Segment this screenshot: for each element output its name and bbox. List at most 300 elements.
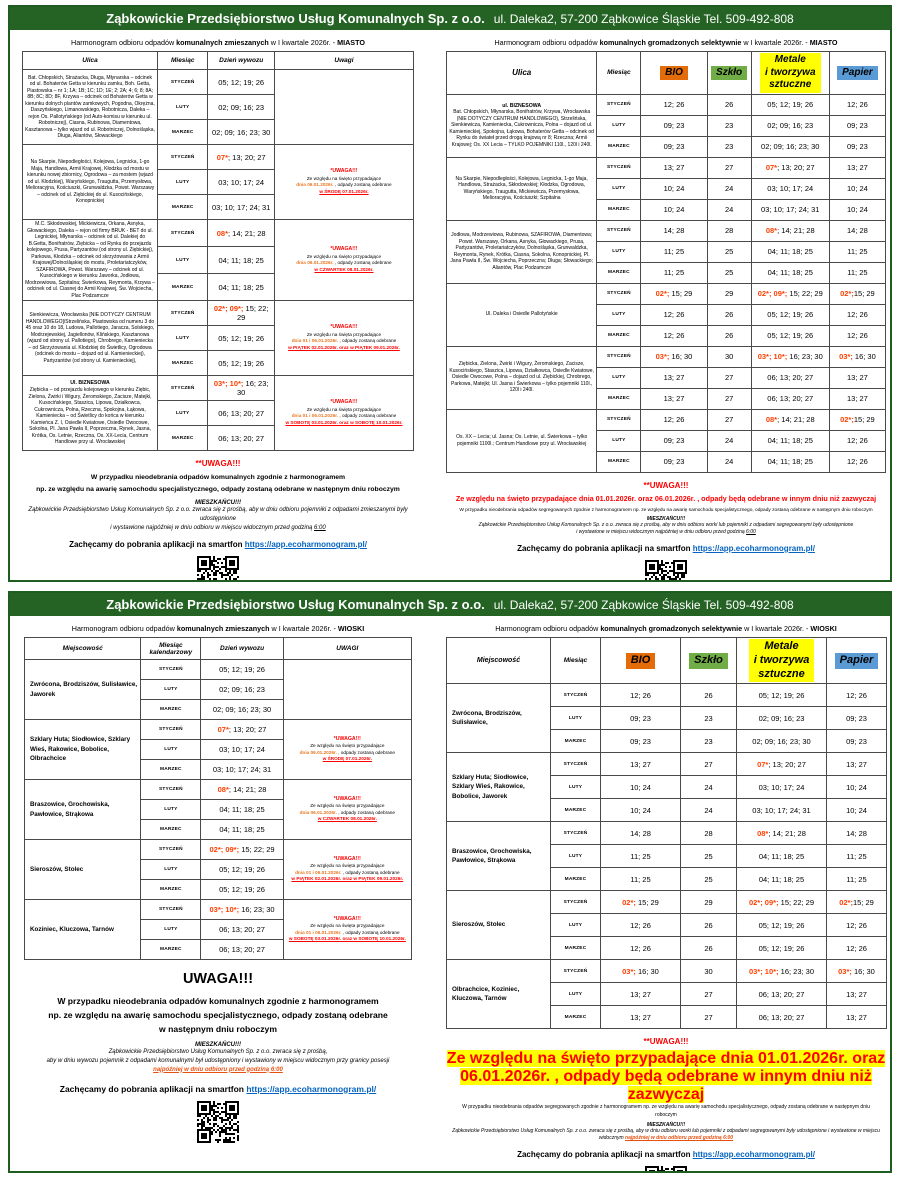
note-reason: Ze względu na święto przypadające xyxy=(310,803,385,809)
moved-pickup-day: 02*; xyxy=(839,897,853,907)
moved-pickup-day: 03*; xyxy=(838,966,852,976)
szklo-days-cell: 26 xyxy=(707,304,751,325)
metale-label: Metale i tworzywa sztuczne xyxy=(749,639,815,682)
footer-line xyxy=(22,540,414,549)
pickup-days-cell: 03; 10; 17; 24 xyxy=(208,170,275,195)
footer-text: W przypadku nieodebrania odpadów komunalnych zgodnie z harmonogramem xyxy=(57,996,379,1006)
month-cell: STYCZEŃ xyxy=(141,840,201,860)
pickup-days-cell: 02; 09; 16; 23; 30 xyxy=(201,700,283,720)
metale-days-cell: 02; 09; 16; 23 xyxy=(737,707,827,730)
moved-pickup-day: 08* xyxy=(217,785,229,794)
pickup-days-cell: 06; 13; 20; 27 xyxy=(201,940,283,960)
month-cell: LUTY xyxy=(158,95,208,120)
qr-code xyxy=(446,560,886,582)
metale-days-cell: 04; 11; 18; 25 xyxy=(751,430,829,451)
footer-line xyxy=(446,1037,886,1046)
month-cell: MARZEC xyxy=(597,199,641,220)
szklo-days-cell: 23 xyxy=(707,136,751,157)
metale-days-cell: 05; 12; 19; 26 xyxy=(751,94,829,115)
bio-days-cell: 10; 24 xyxy=(641,199,707,220)
pickup-days-cell: 02; 09; 16; 23 xyxy=(208,95,275,120)
footer-text: Ze względu na święto przypadające dnia 01.01.2026r. oraz 06.01.2026r. , odpady będą odebrane w innym dniu niż zazwyczaj xyxy=(455,493,877,503)
szklo-days-cell: 26 xyxy=(681,937,737,960)
szklo-days-cell: 27 xyxy=(681,983,737,1006)
papier-days-cell: 13; 27 xyxy=(829,157,885,178)
metale-days-cell: 08*; 14; 21; 28 xyxy=(751,409,829,430)
ecoharmonogram-link[interactable]: https://app.ecoharmonogram.pl/ xyxy=(244,540,367,550)
papier-days-cell: 03*; 16; 30 xyxy=(829,346,885,367)
metale-days-cell: 05; 12; 19; 26 xyxy=(751,325,829,346)
bio-days-cell: 14; 28 xyxy=(641,220,707,241)
bio-days-cell: 11; 25 xyxy=(641,262,707,283)
bio-days-cell: 09; 23 xyxy=(641,136,707,157)
note-title: *UWAGA!!! xyxy=(333,795,361,802)
schedule-table-container xyxy=(24,637,412,960)
metale-days-cell: 02; 09; 16; 23; 30 xyxy=(737,730,827,753)
bio-days-cell: 11; 25 xyxy=(601,845,681,868)
note-replacement-day: w ŚRODĘ 07.01.2026r. xyxy=(319,188,369,194)
schedule-row xyxy=(23,145,414,170)
pickup-days-cell: 02; 09; 16; 23; 30 xyxy=(208,120,275,145)
bio-days-cell: 02*; 15; 29 xyxy=(601,891,681,914)
bio-days-cell: 09; 23 xyxy=(601,730,681,753)
locality-cell: Braszowice, Grochowiska, Pawłowice, Strąkowa xyxy=(447,822,551,891)
bio-days-cell: 03*; 16; 30 xyxy=(641,346,707,367)
szklo-days-cell: 27 xyxy=(681,1006,737,1029)
column-header: Miejscowość xyxy=(25,638,141,660)
note-detail: dnia 06.01.2026r. , odpady zostaną odebrane xyxy=(296,260,392,266)
moved-pickup-day: 03*; 10*; xyxy=(213,379,244,388)
bio-days-cell: 13; 27 xyxy=(641,367,707,388)
moved-pickup-day: 02*; 09*; xyxy=(757,289,788,298)
street-cell: Ul. Daleka i Osiedle Pallotyńskie xyxy=(447,283,597,346)
locality-cell: Braszowice, Grochowiska, Pawłowice, Strąkowa xyxy=(25,780,141,840)
szklo-days-cell: 24 xyxy=(707,199,751,220)
footer-text: W przypadku nieodebrania odpadów segregowanych zgodnie z harmonogramem np. ze względu na awarię samochodu specjalistycznego, odpady zostaną odebrane w następnym dniu roboczym xyxy=(462,1104,870,1118)
column-header: Miesiąc xyxy=(158,52,208,70)
street-cell: Os. XX – Lecia; ul. Jasna; Os. Letnie, ul. Świerkowa – tylko pojemniki 1100l.; Centrum Handlowe przy ul. Wrocławskiej xyxy=(447,409,597,472)
pickup-days-cell: 03; 10; 17; 24; 31 xyxy=(208,195,275,220)
footer-text: MIESZKAŃCU!!! xyxy=(646,1121,686,1128)
month-cell: STYCZEŃ xyxy=(141,900,201,920)
month-cell: LUTY xyxy=(551,776,601,799)
szklo-days-cell: 25 xyxy=(681,845,737,868)
month-cell: LUTY xyxy=(597,367,641,388)
month-cell: LUTY xyxy=(597,115,641,136)
schedule-row xyxy=(23,376,414,401)
ecoharmonogram-link[interactable]: https://app.ecoharmonogram.pl/ xyxy=(692,1149,815,1159)
holiday-note-cell xyxy=(274,301,413,376)
month-cell: LUTY xyxy=(141,920,201,940)
bio-days-cell: 02*; 15; 29 xyxy=(641,283,707,304)
note-reason: Ze względu na święto przypadające xyxy=(306,253,382,259)
metale-days-cell: 05; 12; 19; 26 xyxy=(737,937,827,960)
footer-text: MIESZKAŃCU!!! xyxy=(195,500,241,507)
street-cell: M.C. Skłodowskiej, Mickiewicza, Orkana, Asnyka, Głowackiego, Daleka – rejon od firmy BRUK - BET do ul. Legnickiej, Młynarska – odcinek od ul. Dalekiej do B.Getta, Bonifratrów, Ziębicka – od Rynku do przejazdu kolejowego, Prusa, Partyzantów (od strony ul. Ziębickiej), Parkowa, Kłodzka – odcinek od skrzyżowania z Armii Krajowej/Dolnośląskiej do mostu, Proletariatczyków, SZAFIROWA, Powst. Warszawy – odcinek od ul. Kusocińskiego w kierunku Jaworka, Jodłowa, Modrzewiowa, Szpitalna; Świerkowa, Reymonta, Krzywa – odcinek od ul. Ciasnej do Armii Krajowej, Św. Wojciecha, Plac Podzamcze xyxy=(23,220,158,301)
month-cell: LUTY xyxy=(141,680,201,700)
month-cell: MARZEC xyxy=(597,136,641,157)
footer-text: MIESZKAŃCU!!! xyxy=(195,1041,241,1048)
papier-days-cell: 11; 25 xyxy=(827,845,887,868)
note-reason: Ze względu na święta przypadające xyxy=(310,923,385,929)
header-row xyxy=(447,52,886,95)
month-cell: LUTY xyxy=(141,860,201,880)
pickup-days-cell: 03; 10; 17; 24; 31 xyxy=(201,760,283,780)
footer-text: np. ze względu na awarię samochodu specjalistycznego, odpady zostaną odebrane xyxy=(48,1010,388,1021)
footer-text: najpóźniej w dniu odbioru przed godziną 6:00 xyxy=(625,1135,734,1142)
month-cell: LUTY xyxy=(597,430,641,451)
bio-days-cell: 12; 26 xyxy=(641,325,707,346)
schedule-table xyxy=(446,51,886,473)
metale-days-cell: 06; 13; 20; 27 xyxy=(751,367,829,388)
month-cell: LUTY xyxy=(597,178,641,199)
pickup-days-cell: 03*; 10*; 16; 23; 30 xyxy=(201,900,283,920)
note-holiday-date: dnia 06.01.2026r. xyxy=(299,809,337,815)
note-detail: dnia 01 i 06.01.2026r. , odpady zostaną odebrane xyxy=(291,338,397,344)
papier-label: Papier xyxy=(835,653,879,669)
metale-days-cell: 04; 11; 18; 25 xyxy=(751,262,829,283)
page-miasto xyxy=(8,5,892,582)
column-header: Ulica xyxy=(23,52,158,70)
szklo-days-cell: 24 xyxy=(681,799,737,822)
footer-text: W przypadku nieodebrania odpadów komunalnych zgodnie z harmonogramem xyxy=(90,474,346,481)
qr-code-image xyxy=(645,1166,687,1173)
footer-text: Ze względu na święto przypadające dnia 01.01.2026r. oraz 06.01.2026r. , odpady będą odebrane w innym dniu niż zazwyczaj xyxy=(446,1050,886,1104)
bio-days-cell: 12; 26 xyxy=(601,914,681,937)
moved-pickup-day: 03*; xyxy=(839,352,853,361)
metale-days-cell: 05; 12; 19; 26 xyxy=(737,914,827,937)
footer-text: i wystawione najpóźniej w dniu odbioru w miejscu widocznym przed godziną xyxy=(110,525,315,532)
month-cell: LUTY xyxy=(141,740,201,760)
table-title xyxy=(446,624,886,633)
note-holiday-date: dnia 01 i 06.01.2026r. xyxy=(295,869,342,875)
note-detail: dnia 06.01.2026r. , odpady zostaną odebrane xyxy=(296,182,392,188)
bio-days-cell: 12; 26 xyxy=(641,409,707,430)
section-mixed-miasto xyxy=(22,32,414,582)
month-cell: LUTY xyxy=(158,326,208,351)
pickup-days-cell: 02; 09; 16; 23 xyxy=(201,680,283,700)
month-cell: MARZEC xyxy=(551,868,601,891)
szklo-days-cell: 26 xyxy=(707,325,751,346)
pickup-days-cell: 08*; 14; 21; 28 xyxy=(208,220,275,247)
papier-label: Papier xyxy=(837,66,878,81)
szklo-label: Szkło xyxy=(689,653,728,669)
note-replacement-day: w PIĄTEK 02.01.2026r. oraz w PIĄTEK 09.01.2026r. xyxy=(288,344,400,350)
papier-days-cell: 12; 26 xyxy=(829,451,885,472)
qr-code xyxy=(24,1101,412,1148)
street-group-head: Ul. BIZNESOWA xyxy=(70,380,110,387)
bio-days-cell: 13; 27 xyxy=(601,983,681,1006)
szklo-days-cell: 29 xyxy=(707,283,751,304)
schedule-table-container xyxy=(446,51,886,473)
metale-days-cell: 07*; 13; 20; 27 xyxy=(751,157,829,178)
footer-line xyxy=(24,1057,412,1066)
table-head xyxy=(447,638,887,684)
footer-line xyxy=(24,994,412,1008)
month-cell: MARZEC xyxy=(158,426,208,451)
note-title: *UWAGA!!! xyxy=(330,324,358,331)
moved-pickup-day: 07* xyxy=(216,152,229,162)
section-footer xyxy=(22,459,414,582)
footer-text: Ząbkowickie Przedsiębiorstwo Usług Komunalnych Sp. z o.o. zwraca się z prośbą, xyxy=(108,1048,328,1055)
metale-days-cell: 03; 10; 17; 24; 31 xyxy=(751,199,829,220)
note-title: *UWAGA!!! xyxy=(330,399,358,406)
szklo-days-cell: 23 xyxy=(681,707,737,730)
footer-text: np. ze względu na awarię samochodu specjalistycznego, odpady zostaną odebrane w następnym dniu roboczym xyxy=(36,485,400,493)
month-cell: STYCZEŃ xyxy=(597,283,641,304)
pickup-days-cell: 05; 12; 19; 26 xyxy=(208,326,275,351)
month-cell: MARZEC xyxy=(551,937,601,960)
schedule-row xyxy=(23,70,414,95)
column-header: Dzień wywozu xyxy=(208,52,275,70)
moved-pickup-day: 02*; 09*; xyxy=(213,304,244,313)
bio-days-cell: 11; 25 xyxy=(601,868,681,891)
column-header: Ulica xyxy=(447,52,597,95)
month-cell: LUTY xyxy=(158,401,208,426)
szklo-days-cell: 27 xyxy=(707,388,751,409)
schedule-table-container xyxy=(22,51,414,451)
note-holiday-date: dnia 01 i 06.01.2026r. xyxy=(295,929,342,935)
bio-days-cell: 13; 27 xyxy=(641,388,707,409)
holiday-note-cell xyxy=(283,780,411,840)
papier-days-cell: 11; 25 xyxy=(827,868,887,891)
metale-label: Metale i tworzywa sztuczne xyxy=(760,53,821,93)
bio-days-cell: 13; 27 xyxy=(601,1006,681,1029)
month-cell: MARZEC xyxy=(597,262,641,283)
company-address: ul. Daleka2, 57-200 Ząbkowice Śląskie Tel. 509-492-808 xyxy=(493,597,794,612)
month-cell: STYCZEŃ xyxy=(158,145,208,170)
szklo-days-cell: 23 xyxy=(681,730,737,753)
metale-days-cell: 03*; 10*; 16; 23; 30 xyxy=(737,960,827,983)
papier-days-cell: 02*;15; 29 xyxy=(829,409,885,430)
qr-code-image xyxy=(197,1101,239,1143)
note-title: *UWAGA!!! xyxy=(333,855,361,862)
section-mixed-wioski xyxy=(24,618,412,1148)
metale-days-cell: 03*; 10*; 16; 23; 30 xyxy=(751,346,829,367)
column-header: UWAGI xyxy=(283,638,411,660)
bio-days-cell: 09; 23 xyxy=(601,707,681,730)
holiday-note-cell xyxy=(274,145,413,220)
month-cell: LUTY xyxy=(551,845,601,868)
holiday-note-cell xyxy=(274,220,413,301)
note-reason: Ze względu na święto przypadające xyxy=(310,743,385,749)
month-cell: MARZEC xyxy=(597,325,641,346)
footer-line xyxy=(22,506,414,524)
metale-days-cell: 02; 09; 16; 23; 30 xyxy=(751,136,829,157)
qr-code xyxy=(22,556,414,582)
pickup-days-cell: 05; 12; 19; 26 xyxy=(201,660,283,680)
title-bold: komunalnych gromadzonych selektywnie xyxy=(599,38,742,47)
month-cell: STYCZEŃ xyxy=(158,70,208,95)
ecoharmonogram-link[interactable]: https://app.ecoharmonogram.pl/ xyxy=(246,1083,377,1094)
holiday-note-cell xyxy=(283,660,411,720)
moved-pickup-day: 02*; 09*; xyxy=(748,897,779,907)
metale-days-cell: 03; 10; 17; 24 xyxy=(751,178,829,199)
month-cell: STYCZEŃ xyxy=(158,376,208,401)
page-wioski xyxy=(8,591,892,1173)
qr-code-image xyxy=(197,556,239,582)
waste-type-header-szklo xyxy=(707,52,751,95)
note-replacement-day: w CZWARTEK 08.01.2026r. xyxy=(317,816,377,822)
szklo-days-cell: 30 xyxy=(707,346,751,367)
ecoharmonogram-link[interactable]: https://app.ecoharmonogram.pl/ xyxy=(692,543,815,553)
papier-days-cell: 03*; 16; 30 xyxy=(827,960,887,983)
title-text: Harmonogram odbioru odpadów xyxy=(71,38,177,47)
schedule-row xyxy=(25,840,412,860)
footer-text: MIESZKAŃCU!!! xyxy=(646,515,686,522)
papier-days-cell: 12; 26 xyxy=(827,914,887,937)
papier-days-cell: 11; 25 xyxy=(829,262,885,283)
szklo-days-cell: 27 xyxy=(681,753,737,776)
month-cell: STYCZEŃ xyxy=(551,822,601,845)
note-title: *UWAGA!!! xyxy=(330,168,358,175)
waste-type-header-bio xyxy=(601,638,681,684)
metale-days-cell: 03; 10; 17; 24 xyxy=(737,776,827,799)
note-title: *UWAGA!!! xyxy=(330,246,358,253)
bio-days-cell: 13; 27 xyxy=(641,157,707,178)
szklo-days-cell: 27 xyxy=(707,367,751,388)
footer-line xyxy=(446,529,886,537)
company-name: Ząbkowickie Przedsiębiorstwo Usług Komunalnych Sp. z o.o. xyxy=(106,11,485,26)
szklo-label: Szkło xyxy=(711,66,747,81)
month-cell: STYCZEŃ xyxy=(551,753,601,776)
table-body xyxy=(447,684,887,1029)
bio-days-cell: 10; 24 xyxy=(641,178,707,199)
note-holiday-date: dnia 06.01.2026r. xyxy=(299,749,337,755)
moved-pickup-day: 03*; xyxy=(655,352,670,361)
pickup-days-cell: 02*; 09*; 15; 22; 29 xyxy=(208,301,275,326)
title-text: w I kwartale 2026r. - xyxy=(269,624,338,633)
note-replacement-day: w CZWARTEK 08.01.2026r. xyxy=(314,266,374,272)
papier-days-cell: 10; 24 xyxy=(827,799,887,822)
table-title xyxy=(446,38,886,47)
note-reason: Ze względu na święta przypadające xyxy=(310,863,385,869)
schedule-row xyxy=(447,283,886,304)
month-cell: MARZEC xyxy=(158,195,208,220)
note-title: *UWAGA!!! xyxy=(333,735,361,742)
footer-line xyxy=(24,1048,412,1057)
locality-cell: Olbrachcice, Koziniec, Kluczowa, Tarnów xyxy=(447,960,551,1029)
footer-text: aby w dniu wywozu pojemnik z odpadami komunalnymi był udostępniony i wystawiony w miejscu widocznym przy granicy posesji xyxy=(46,1057,390,1064)
footer-line xyxy=(24,1008,412,1022)
papier-days-cell: 13; 27 xyxy=(827,753,887,776)
qr-code xyxy=(446,1166,886,1173)
papier-days-cell: 14; 28 xyxy=(827,822,887,845)
schedule-row xyxy=(447,346,886,367)
footer-text: 6:00 xyxy=(746,529,756,536)
szklo-days-cell: 24 xyxy=(707,430,751,451)
header-row xyxy=(25,638,412,660)
month-cell: STYCZEŃ xyxy=(551,960,601,983)
note-reason: Ze względu na święto przypadające xyxy=(306,175,382,181)
footer-line xyxy=(446,1104,886,1120)
bio-days-cell: 14; 28 xyxy=(601,822,681,845)
month-cell: MARZEC xyxy=(597,451,641,472)
papier-days-cell: 12; 26 xyxy=(829,430,885,451)
locality-cell: Zwrócona, Brodziszów, Sulisławice, Jaworek xyxy=(25,660,141,720)
footer-line xyxy=(24,1084,412,1094)
month-cell: STYCZEŃ xyxy=(141,720,201,740)
schedule-row xyxy=(447,157,886,178)
title-area: WIOSKI xyxy=(810,624,837,633)
moved-pickup-day: 07* xyxy=(765,163,778,172)
schedule-row xyxy=(447,220,886,241)
papier-days-cell: 13; 27 xyxy=(829,388,885,409)
footer-line xyxy=(446,494,886,503)
page-header xyxy=(10,593,890,616)
bio-days-cell: 03*; 16; 30 xyxy=(601,960,681,983)
schedule-table-container xyxy=(446,637,886,1029)
street-cell: Ul. BIZNESOWA Ziębicka – od przejazdu kolejowego w kierunku Ziębic, Zielona, Żwirki i Wigury, Żeromskiego, Zacisze, Matejki, Kusocińskiego, Staszica, Lipowa, Działkowca, Cukrownicza, Polna, Rzeczna, Spokojna, Łąkowa, Kamieniecka – od Świetlicy do końca w kierunku Kamieńca Z. I, Osiedle Kwiatowe, Osiedle Owocowe, Sokolna, Pl. Jana Pawła II, Poprzeczna, Rynek, Jasna, Krótka, Os. Letnie, Rzeczna, Os. XX-Lecia, Centrum Handlowe przy ul. Wrocławskiej xyxy=(23,376,158,451)
table-head xyxy=(23,52,414,70)
papier-days-cell: 09; 23 xyxy=(827,730,887,753)
moved-pickup-day: 02*; xyxy=(655,289,670,298)
footer-line xyxy=(446,522,886,530)
section-footer xyxy=(446,481,886,583)
bio-days-cell: 12; 26 xyxy=(601,684,681,707)
bio-days-cell: 09; 23 xyxy=(641,451,707,472)
papier-days-cell: 02*;15; 29 xyxy=(829,283,885,304)
month-cell: STYCZEŃ xyxy=(141,780,201,800)
metale-days-cell: 04; 11; 18; 25 xyxy=(751,241,829,262)
pickup-days-cell: 04; 11; 18; 25 xyxy=(208,247,275,274)
month-cell: STYCZEŃ xyxy=(597,94,641,115)
section-footer xyxy=(24,971,412,1148)
month-cell: LUTY xyxy=(551,707,601,730)
month-cell: STYCZEŃ xyxy=(551,891,601,914)
note-detail: dnia 01 i 06.01.2026r. , odpady zostaną odebrane xyxy=(291,413,397,419)
szklo-days-cell: 26 xyxy=(681,684,737,707)
column-header: Miesiąc xyxy=(551,638,601,684)
pickup-days-cell: 07*; 13; 20; 27 xyxy=(208,145,275,170)
metale-days-cell: 06; 13; 20; 27 xyxy=(737,983,827,1006)
footer-line xyxy=(446,481,886,490)
pickup-days-cell: 03; 10; 17; 24 xyxy=(201,740,283,760)
footer-text: Ząbkowickie Przedsiębiorstwo Usług Komunalnych Sp. z o.o. zwraca się z prośbą, aby w dniu odbioru worki lub pojemniki z odpadami segregowanymi były udostępnione i wystawione w miejscu widocznym xyxy=(452,1127,880,1142)
table-body xyxy=(23,70,414,451)
company-address: ul. Daleka2, 57-200 Ząbkowice Śląskie Tel. 509-492-808 xyxy=(493,11,794,26)
pickup-days-cell: 03*; 10*; 16; 23; 30 xyxy=(208,376,275,401)
month-cell: MARZEC xyxy=(597,388,641,409)
schedule-row xyxy=(25,780,412,800)
title-text: w I kwartale 2026r. - xyxy=(742,624,811,633)
note-detail: dnia 01 i 06.01.2026r. , odpady zostaną odebrane xyxy=(295,929,400,935)
waste-type-header-metale xyxy=(751,52,829,95)
page-header xyxy=(10,7,890,30)
note-detail: dnia 01 i 06.01.2026r. , odpady zostaną odebrane xyxy=(295,869,400,875)
title-text: Harmonogram odbioru odpadów xyxy=(494,38,600,47)
month-cell: STYCZEŃ xyxy=(597,157,641,178)
month-cell: LUTY xyxy=(551,914,601,937)
column-header: Miesiąc xyxy=(597,52,641,95)
metale-days-cell: 06; 13; 20; 27 xyxy=(737,1006,827,1029)
footer-line xyxy=(22,484,414,496)
title-bold: komunalnych zmieszanych xyxy=(176,38,269,47)
footer-text: **UWAGA!!! xyxy=(643,1037,689,1047)
table-body xyxy=(25,660,412,960)
section-selective-miasto xyxy=(446,32,886,582)
moved-pickup-day: 03*; 10*; xyxy=(209,905,240,914)
moved-pickup-day: 07* xyxy=(217,725,229,734)
title-bold: komunalnych zmieszanych xyxy=(176,624,270,633)
title-text: Harmonogram odbioru odpadów xyxy=(495,624,601,633)
month-cell: MARZEC xyxy=(551,730,601,753)
title-bold: komunalnych gromadzonych selektywnie xyxy=(600,624,743,633)
month-cell: MARZEC xyxy=(141,880,201,900)
section-selective-wioski xyxy=(446,618,886,1173)
footer-text: W przypadku nieodebrania odpadów segregowanych zgodnie z harmonogramem np. ze względu na awarię samochodu specjalistycznego, odpady zostaną odebrane w następnym dniu roboczym xyxy=(459,507,873,513)
note-holiday-date: dnia 06.01.2026r. xyxy=(296,182,334,188)
